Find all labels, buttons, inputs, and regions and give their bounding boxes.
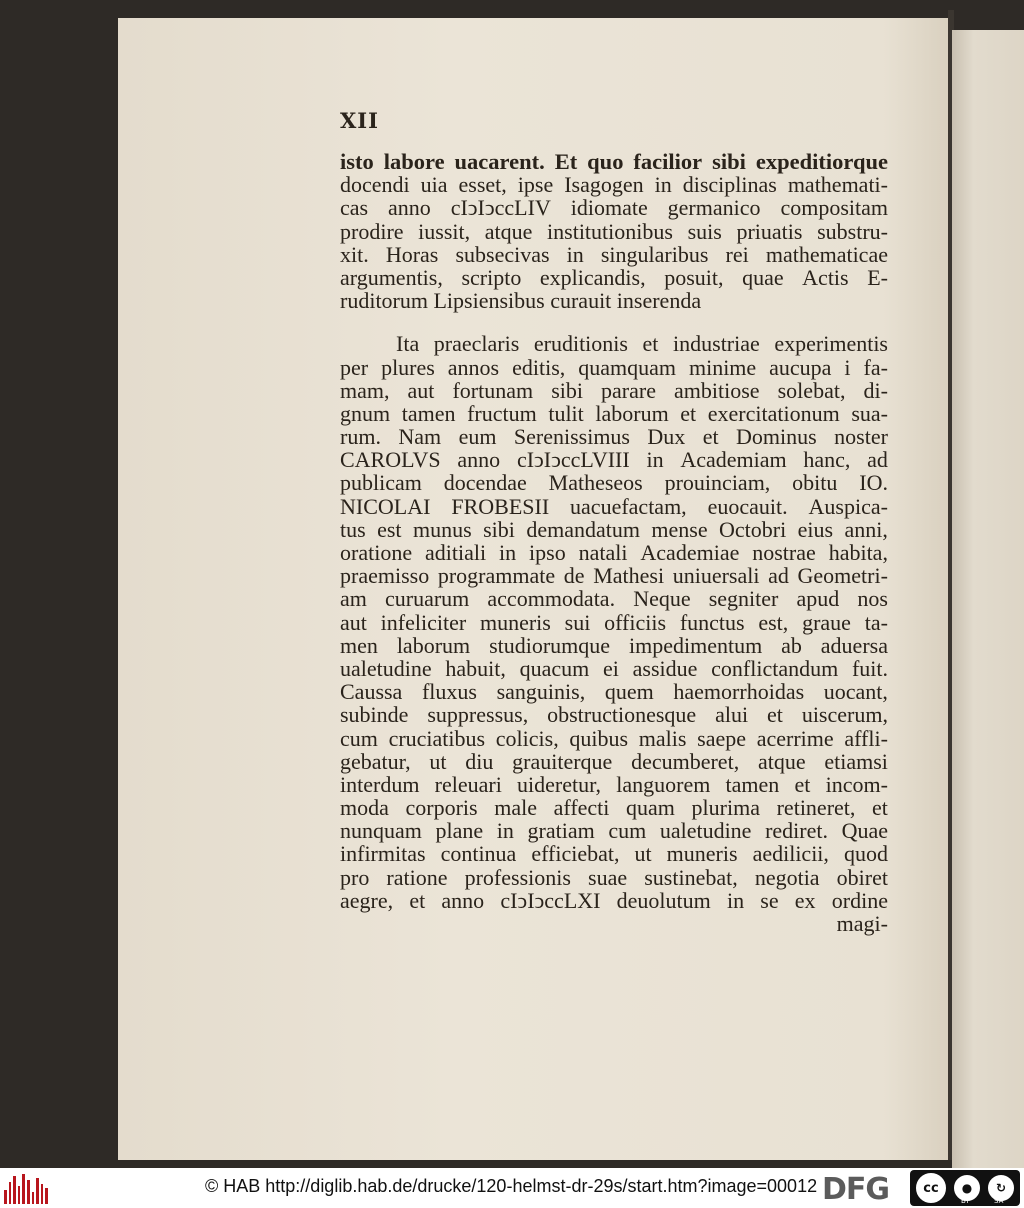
license-sa-label: SA <box>994 1197 1004 1205</box>
text-line: xit. Horas subsecivas in singularibus rei mathematicae <box>340 241 888 267</box>
text-line: docendi uia esset, ipse Isagogen in disciplinas mathemati- <box>340 172 888 198</box>
text-line: ualetudine habuit, quacum ei assidue conflictandum fuit. <box>340 655 888 681</box>
paragraph-gap <box>340 312 888 332</box>
text-line: subinde suppressus, obstructionesque alui et uiscerum, <box>340 702 888 728</box>
text-line: Ita praeclaris eruditionis et industriae experimentis <box>396 331 888 357</box>
page-folio-number: XII <box>340 108 379 133</box>
text-line: tus est munus sibi demandatum mense Octobri eius anni, <box>340 516 888 542</box>
text-line: rum. Nam eum Serenissimus Dux et Dominus noster <box>340 424 888 450</box>
text-line: publicam docendae Matheseos prouinciam, obitu IO. <box>340 470 888 496</box>
text-line: men laborum studiorumque impedimentum ab aduersa <box>340 632 888 658</box>
cc-icon: cc <box>914 1171 948 1205</box>
text-line: aegre, et anno cIↄIↄccLXI deuolutum in se ex ordine <box>340 887 888 913</box>
text-line: nunquam plane in gratiam cum ualetudine rediret. Quae <box>340 818 888 844</box>
text-line: NICOLAI FROBESII uacuefactam, euocauit. Auspica- <box>340 493 888 519</box>
hab-logo-icon[interactable] <box>4 1172 48 1204</box>
text-line: Caussa fluxus sanguinis, quem haemorrhoidas uocant, <box>340 679 888 705</box>
text-line: gnum tamen fructum tulit laborum et exercitationum sua- <box>340 400 888 426</box>
text-line: aut infeliciter muneris sui officiis functus est, graue ta- <box>340 609 888 635</box>
dfg-logo: DFG <box>822 1172 890 1207</box>
text-line: prodire iussit, atque institutionibus suis priuatis substru- <box>340 218 888 244</box>
viewer-footer <box>0 1168 1024 1208</box>
text-line: am curuarum accommodata. Neque segniter apud nos <box>340 586 888 612</box>
creative-commons-license-icon[interactable] <box>910 1170 1020 1206</box>
text-line: oratione aditiali in ipso natali Academiae nostrae habita, <box>340 540 888 565</box>
text-line: per plures annos editis, quamquam minime aucupa i fa- <box>340 354 888 380</box>
text-line: mam, aut fortunam sibi parare ambitiose solebat, di- <box>340 377 888 403</box>
text-line: magi- <box>836 911 888 936</box>
text-line: gebatur, ut diu grauiterque decumberet, atque etiamsi <box>340 748 888 774</box>
license-by-label: BY <box>961 1197 970 1205</box>
text-line: cas anno cIↄIↄccLIV idiomate germanico compositam <box>340 195 888 221</box>
text-line: cum cruciatibus colicis, quibus malis saepe acerrime affli- <box>340 725 888 751</box>
share-alike-icon: ↻ <box>986 1173 1016 1203</box>
text-line: argumentis, scripto explicandis, posuit, quae Actis E- <box>340 264 888 290</box>
text-line: infirmitas continua efficiebat, ut muneris aedilicii, quod <box>340 841 888 867</box>
copyright-source-link[interactable]: © HAB http://diglib.hab.de/drucke/120-helmst-dr-29s/start.htm?image=00012 <box>205 1176 818 1196</box>
text-line: pro ratione professionis suae sustinebat, negotia obiret <box>340 864 888 890</box>
text-line: praemisso programmate de Mathesi uniuersali ad Geometri- <box>340 563 888 589</box>
text-line: CAROLVS anno cIↄIↄccLVIII in Academiam hanc, ad <box>340 447 888 473</box>
text-line: interdum releuari uideretur, languorem tamen et incom- <box>340 771 888 797</box>
page-text-block <box>340 150 888 935</box>
text-line: moda corporis male affecti quam plurima retineret, et <box>340 795 888 821</box>
adjacent-page-edge <box>952 30 1024 1168</box>
attribution-icon: ● <box>952 1173 982 1203</box>
text-line: isto labore uacarent. Et quo facilior sibi expeditiorque <box>340 149 888 174</box>
text-line: ruditorum Lipsiensibus curauit inserenda <box>340 288 702 314</box>
